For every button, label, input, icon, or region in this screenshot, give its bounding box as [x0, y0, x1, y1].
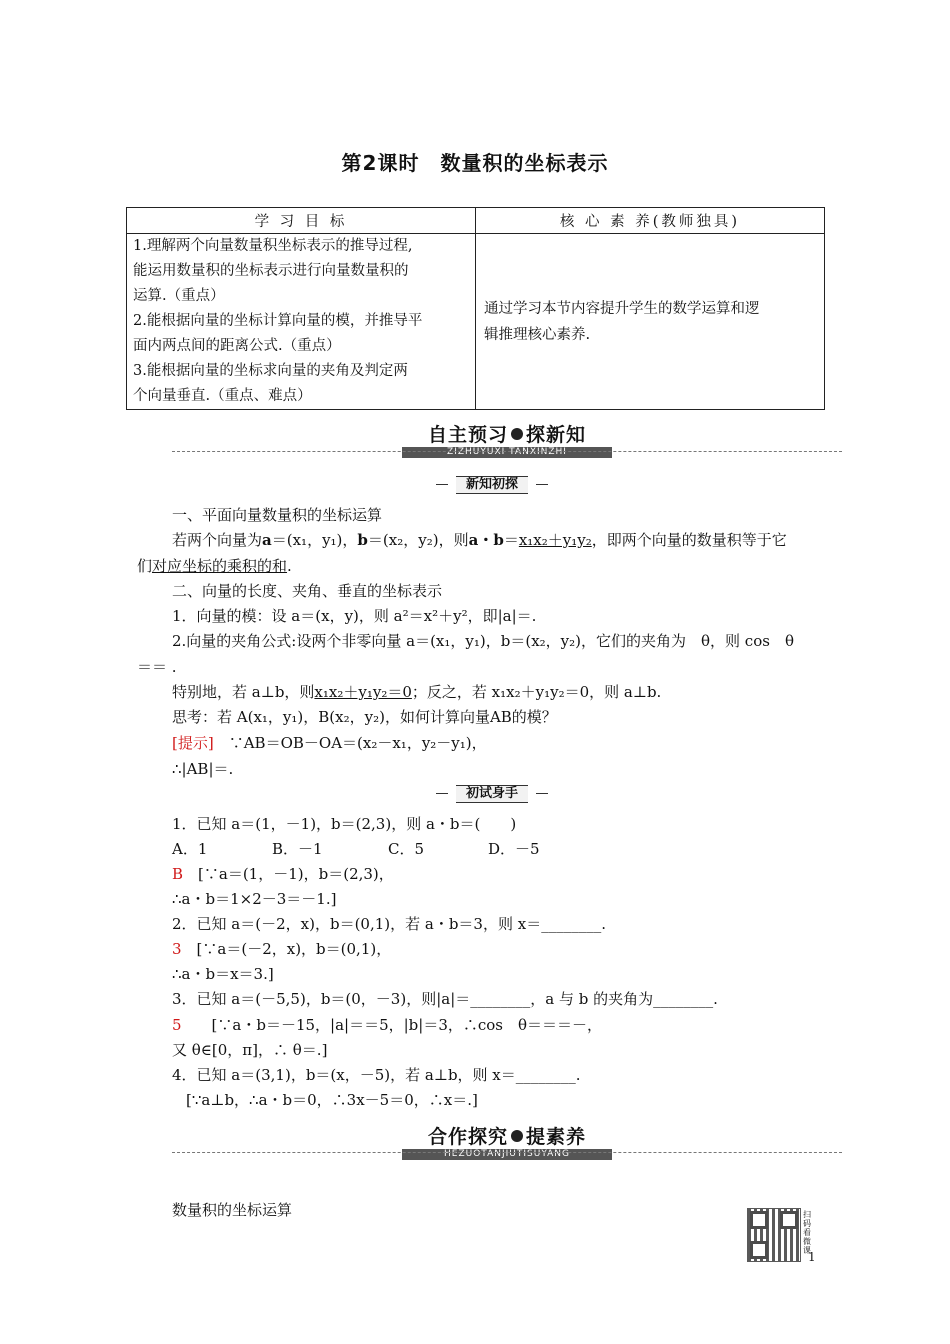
formula-modulus: 1．向量的模：设 a＝(x，y)，则 a²＝x²＋y²，即|a|＝. [172, 607, 537, 625]
text: ＝(x₁，y₁)， [271, 531, 358, 549]
option: A．1 [172, 840, 208, 858]
text: ；反之，若 x₁x₂＋y₁y₂＝0，则 a⊥b. [411, 683, 662, 701]
exercise-question: 1．已知 a＝(1，－1)，b＝(2,3)，则 a・b＝( ) [172, 815, 517, 833]
answer-underlined: 对应坐标的乘积的和 [152, 557, 288, 575]
hint-line [172, 732, 487, 753]
vector-a: a [262, 531, 272, 549]
text: ＝ [503, 531, 519, 549]
paragraph-line [172, 529, 787, 550]
section-heading: 二、向量的长度、夹角、垂直的坐标表示 [172, 582, 443, 600]
topic-heading: 数量积的坐标运算 [172, 1201, 293, 1219]
text: ＝(x₂，y₂)，则 [367, 531, 469, 549]
qr-caption: 扫码看微课 [803, 1210, 811, 1255]
exercise-answer [172, 1014, 602, 1035]
think-question: 思考：若 A(x₁，y₁)，B(x₂，y₂)，如何计算向量AB的模？ [172, 708, 557, 726]
option: B．－1 [272, 840, 323, 858]
exercise-answer [172, 938, 391, 959]
objective-line: 面内两点间的距离公式.（重点） [133, 338, 341, 354]
literacy-header: 核 心 素 养(教师独具) [476, 208, 825, 234]
banner-title-b: 探新知 [526, 424, 587, 446]
banner-subtitle: HEZUOTANJIUTISUYANG [402, 1149, 612, 1160]
arrow-dot-icon [511, 428, 523, 440]
perpendicular-condition [172, 681, 661, 702]
objectives-cell [127, 234, 476, 410]
option: D．－5 [488, 840, 540, 858]
objective-line: 3.能根据向量的坐标求向量的夹角及判定两 [133, 363, 408, 379]
page-number: 1 [808, 1250, 816, 1264]
answer-text: [∵a＝(－2，x)，b＝(0,1)， [181, 940, 392, 958]
text: 若两个向量为 [172, 531, 263, 549]
answer-text: [∵a＝(1，－1)，b＝(2,3)， [183, 865, 394, 883]
hint-text: ∵AB＝OB－OA＝(x₂－x₁，y₂－y₁)， [213, 734, 487, 752]
arrow-dot-icon [511, 1130, 523, 1142]
answer-underlined: x₁x₂＋y₁y₂ [518, 531, 592, 549]
answer-text: 又 θ∈[0，π]，∴ θ＝.] [172, 1041, 328, 1059]
banner-title-a: 合作探究 [427, 1126, 508, 1148]
section-banner-preview [172, 420, 842, 458]
banner-title-b: 提素养 [526, 1126, 587, 1148]
text: . [287, 557, 292, 575]
literacy-cell [476, 234, 825, 410]
exercise-question: 3．已知 a＝(－5,5)，b＝(0，－3)，则|a|＝________，a 与 b 的夹角为________. [172, 990, 718, 1008]
objective-line: 2.能根据向量的坐标计算向量的模，并推导平 [133, 313, 423, 329]
subsection-tag [438, 785, 546, 803]
objective-line: 个向量垂直.（重点、难点） [133, 388, 312, 404]
objective-line: 1.理解两个向量数量积坐标表示的推导过程, [133, 238, 413, 254]
formula-angle: 2.向量的夹角公式:设两个非零向量 a＝(x₁，y₁)，b＝(x₂，y₂)，它们的夹角为 θ，则 cos θ [172, 632, 794, 650]
text: 们 [137, 557, 153, 575]
exercise-question: 2．已知 a＝(－2，x)，b＝(0,1)，若 a・b＝3，则 x＝________. [172, 915, 606, 933]
dashed-divider [172, 1152, 842, 1153]
answer-text: ∴a・b＝x＝3.] [172, 965, 274, 983]
tag-label: 新知初探 [456, 476, 528, 494]
qr-code-icon[interactable] [747, 1208, 801, 1262]
hint-label: [提示] [172, 734, 214, 752]
literacy-line: 通过学习本节内容提升学生的数学运算和逻 [484, 300, 760, 317]
objectives-table [126, 207, 825, 410]
subsection-tag [438, 476, 546, 494]
literacy-line: 辑推理核心素养. [484, 326, 591, 343]
objectives-header: 学 习 目 标 [127, 208, 476, 234]
exercise-answer [172, 863, 394, 884]
banner-title-a: 自主预习 [427, 424, 508, 446]
dot-product: a・b [468, 531, 504, 549]
dashed-divider [172, 451, 842, 452]
answer-underlined: x₁x₂＋y₁y₂＝0 [314, 683, 412, 701]
answer-key: 3 [172, 940, 182, 958]
page-title: 第2课时 数量积的坐标表示 [341, 151, 609, 175]
section-banner-explore [172, 1122, 842, 1160]
exercise-question: 4．已知 a＝(3,1)，b＝(x，－5)，若 a⊥b，则 x＝________. [172, 1066, 581, 1084]
vector-b: b [357, 531, 368, 549]
objective-line: 能运用数量积的坐标表示进行向量数量积的 [133, 263, 409, 279]
answer-key: B [172, 865, 184, 883]
formula-angle-cont: ＝＝ . [137, 658, 177, 676]
text: 特别地，若 a⊥b，则 [172, 683, 315, 701]
paragraph-line [137, 555, 292, 576]
answer-text: [∵a・b＝－15，|a|＝＝5，|b|＝3，∴cos θ＝＝＝－， [181, 1016, 603, 1034]
banner-subtitle: ZIZHUYUXI TANXINZHI [402, 447, 612, 458]
objective-line: 运算.（重点） [133, 288, 225, 304]
option: C．5 [388, 840, 425, 858]
answer-text: [∵a⊥b，∴a・b＝0，∴3x－5＝0，∴x＝.] [186, 1091, 478, 1109]
hint-line: ∴|AB|＝. [172, 760, 234, 778]
section-heading: 一、平面向量数量积的坐标运算 [172, 506, 383, 524]
answer-key: 5 [172, 1016, 182, 1034]
text: ，即两个向量的数量积等于它 [591, 531, 787, 549]
tag-label: 初试身手 [456, 785, 528, 803]
answer-text: ∴a・b＝1×2－3＝－1.] [172, 890, 337, 908]
